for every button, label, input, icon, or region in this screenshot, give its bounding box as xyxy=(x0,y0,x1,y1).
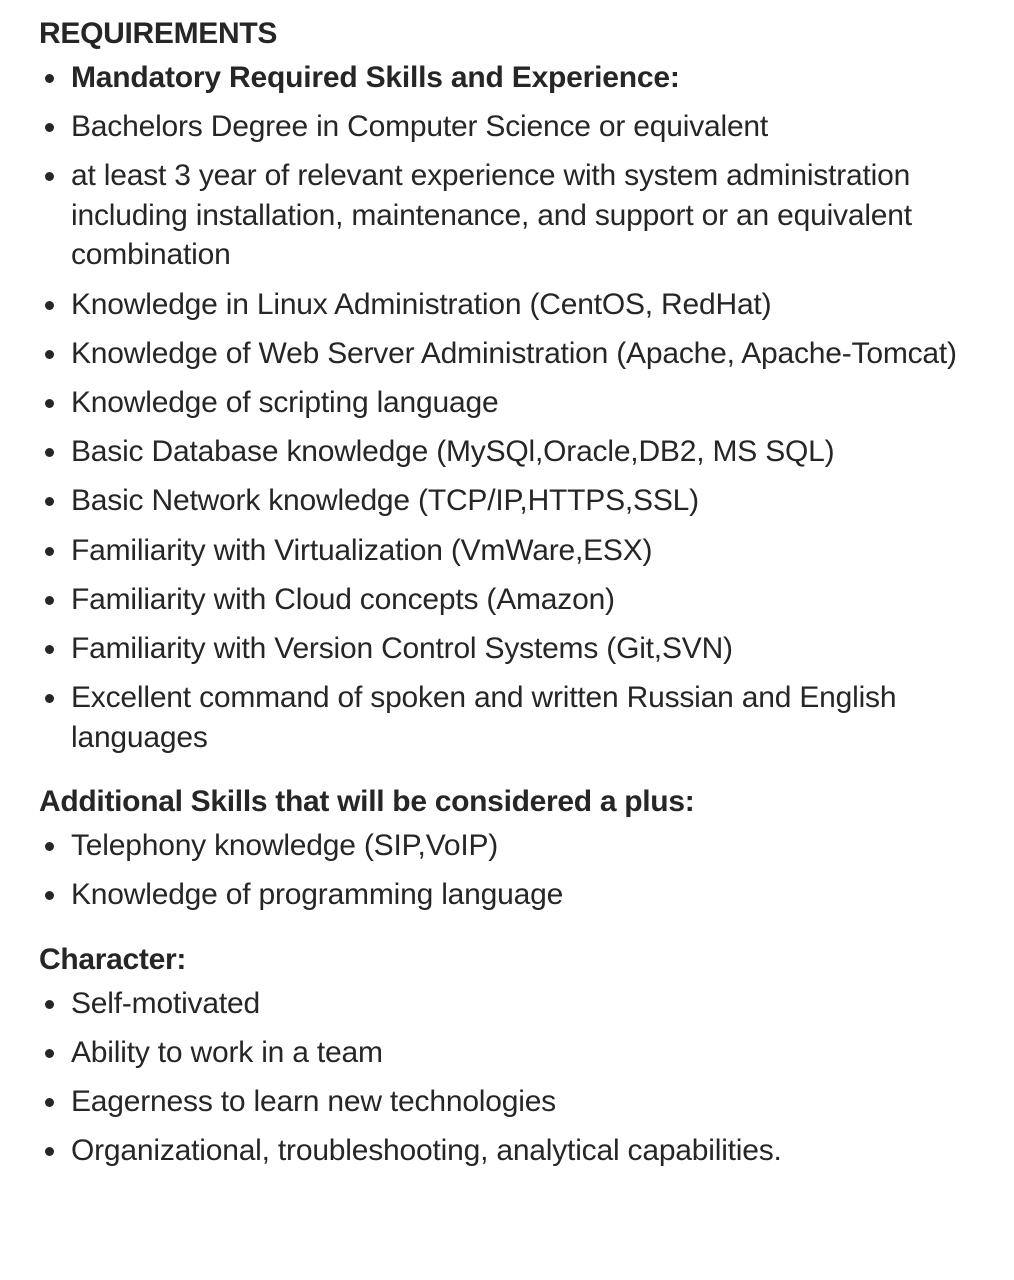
list-item xyxy=(39,629,984,669)
additional-skills-list xyxy=(39,826,984,915)
list-item xyxy=(39,984,984,1024)
character-heading: Character: xyxy=(39,942,187,976)
bullet-icon xyxy=(45,891,54,900)
character-list xyxy=(39,984,984,1171)
requirements-list xyxy=(39,58,984,757)
bullet-icon xyxy=(45,399,54,408)
list-item xyxy=(39,58,984,98)
list-item xyxy=(39,481,984,521)
list-item xyxy=(39,875,984,915)
list-item-text: Eagerness to learn new technologies xyxy=(71,1085,556,1119)
list-item-text: Organizational, troubleshooting, analytical capabilities. xyxy=(71,1134,782,1168)
bullet-icon xyxy=(45,1049,54,1058)
list-item xyxy=(39,531,984,571)
list-item-text: Knowledge in Linux Administration (CentOS, RedHat) xyxy=(71,287,772,321)
list-item-text: Familiarity with Cloud concepts (Amazon) xyxy=(71,582,615,616)
list-item xyxy=(39,1082,984,1122)
list-item xyxy=(39,383,984,423)
bullet-icon xyxy=(45,694,54,703)
list-item-text: Familiarity with Version Control Systems (Git,SVN) xyxy=(71,631,733,665)
list-item-text: Familiarity with Virtualization (VmWare,ESX) xyxy=(71,533,653,567)
section-spacer xyxy=(39,757,984,782)
list-item xyxy=(39,285,984,325)
list-item xyxy=(39,1131,984,1171)
bullet-icon xyxy=(45,350,54,359)
bullet-icon xyxy=(45,1098,54,1107)
list-item-text: Excellent command of spoken and written Russian and English languages xyxy=(71,681,897,754)
bullet-icon xyxy=(45,842,54,851)
additional-skills-heading: Additional Skills that will be considered a plus: xyxy=(39,785,695,819)
bullet-icon xyxy=(45,448,54,457)
bullet-icon xyxy=(45,301,54,310)
list-item-text: Knowledge of programming language xyxy=(71,878,564,912)
list-item xyxy=(39,826,984,866)
bullet-icon xyxy=(45,172,54,181)
list-item xyxy=(39,1033,984,1073)
list-item xyxy=(39,678,984,757)
list-item-text: Bachelors Degree in Computer Science or equivalent xyxy=(71,110,769,144)
list-item xyxy=(39,156,984,275)
bullet-icon xyxy=(45,74,54,83)
bullet-icon xyxy=(45,123,54,132)
requirements-heading: REQUIREMENTS xyxy=(39,17,278,50)
list-item xyxy=(39,334,984,374)
list-item-text: Basic Network knowledge (TCP/IP,HTTPS,SSL) xyxy=(71,484,699,518)
list-item-text: at least 3 year of relevant experience with system administration including installation, maintenance, and support or an equivalent combination xyxy=(71,159,912,272)
list-item-text: Mandatory Required Skills and Experience: xyxy=(71,61,680,94)
list-item xyxy=(39,107,984,147)
bullet-icon xyxy=(45,1147,54,1156)
list-item-text: Telephony knowledge (SIP,VoIP) xyxy=(71,829,499,863)
bullet-icon xyxy=(45,645,54,654)
bullet-icon xyxy=(45,547,54,556)
bullet-icon xyxy=(45,1000,54,1009)
section-spacer xyxy=(39,915,984,940)
list-item xyxy=(39,432,984,472)
list-item-text: Knowledge of Web Server Administration (Apache, Apache-Tomcat) xyxy=(71,336,957,370)
bullet-icon xyxy=(45,497,54,506)
list-item-text: Self-motivated xyxy=(71,986,260,1020)
list-item-text: Knowledge of scripting language xyxy=(71,385,499,419)
list-item-text: Ability to work in a team xyxy=(71,1035,383,1069)
list-item-text: Basic Database knowledge (MySQl,Oracle,DB2, MS SQL) xyxy=(71,435,835,469)
bullet-icon xyxy=(45,596,54,605)
list-item xyxy=(39,580,984,620)
